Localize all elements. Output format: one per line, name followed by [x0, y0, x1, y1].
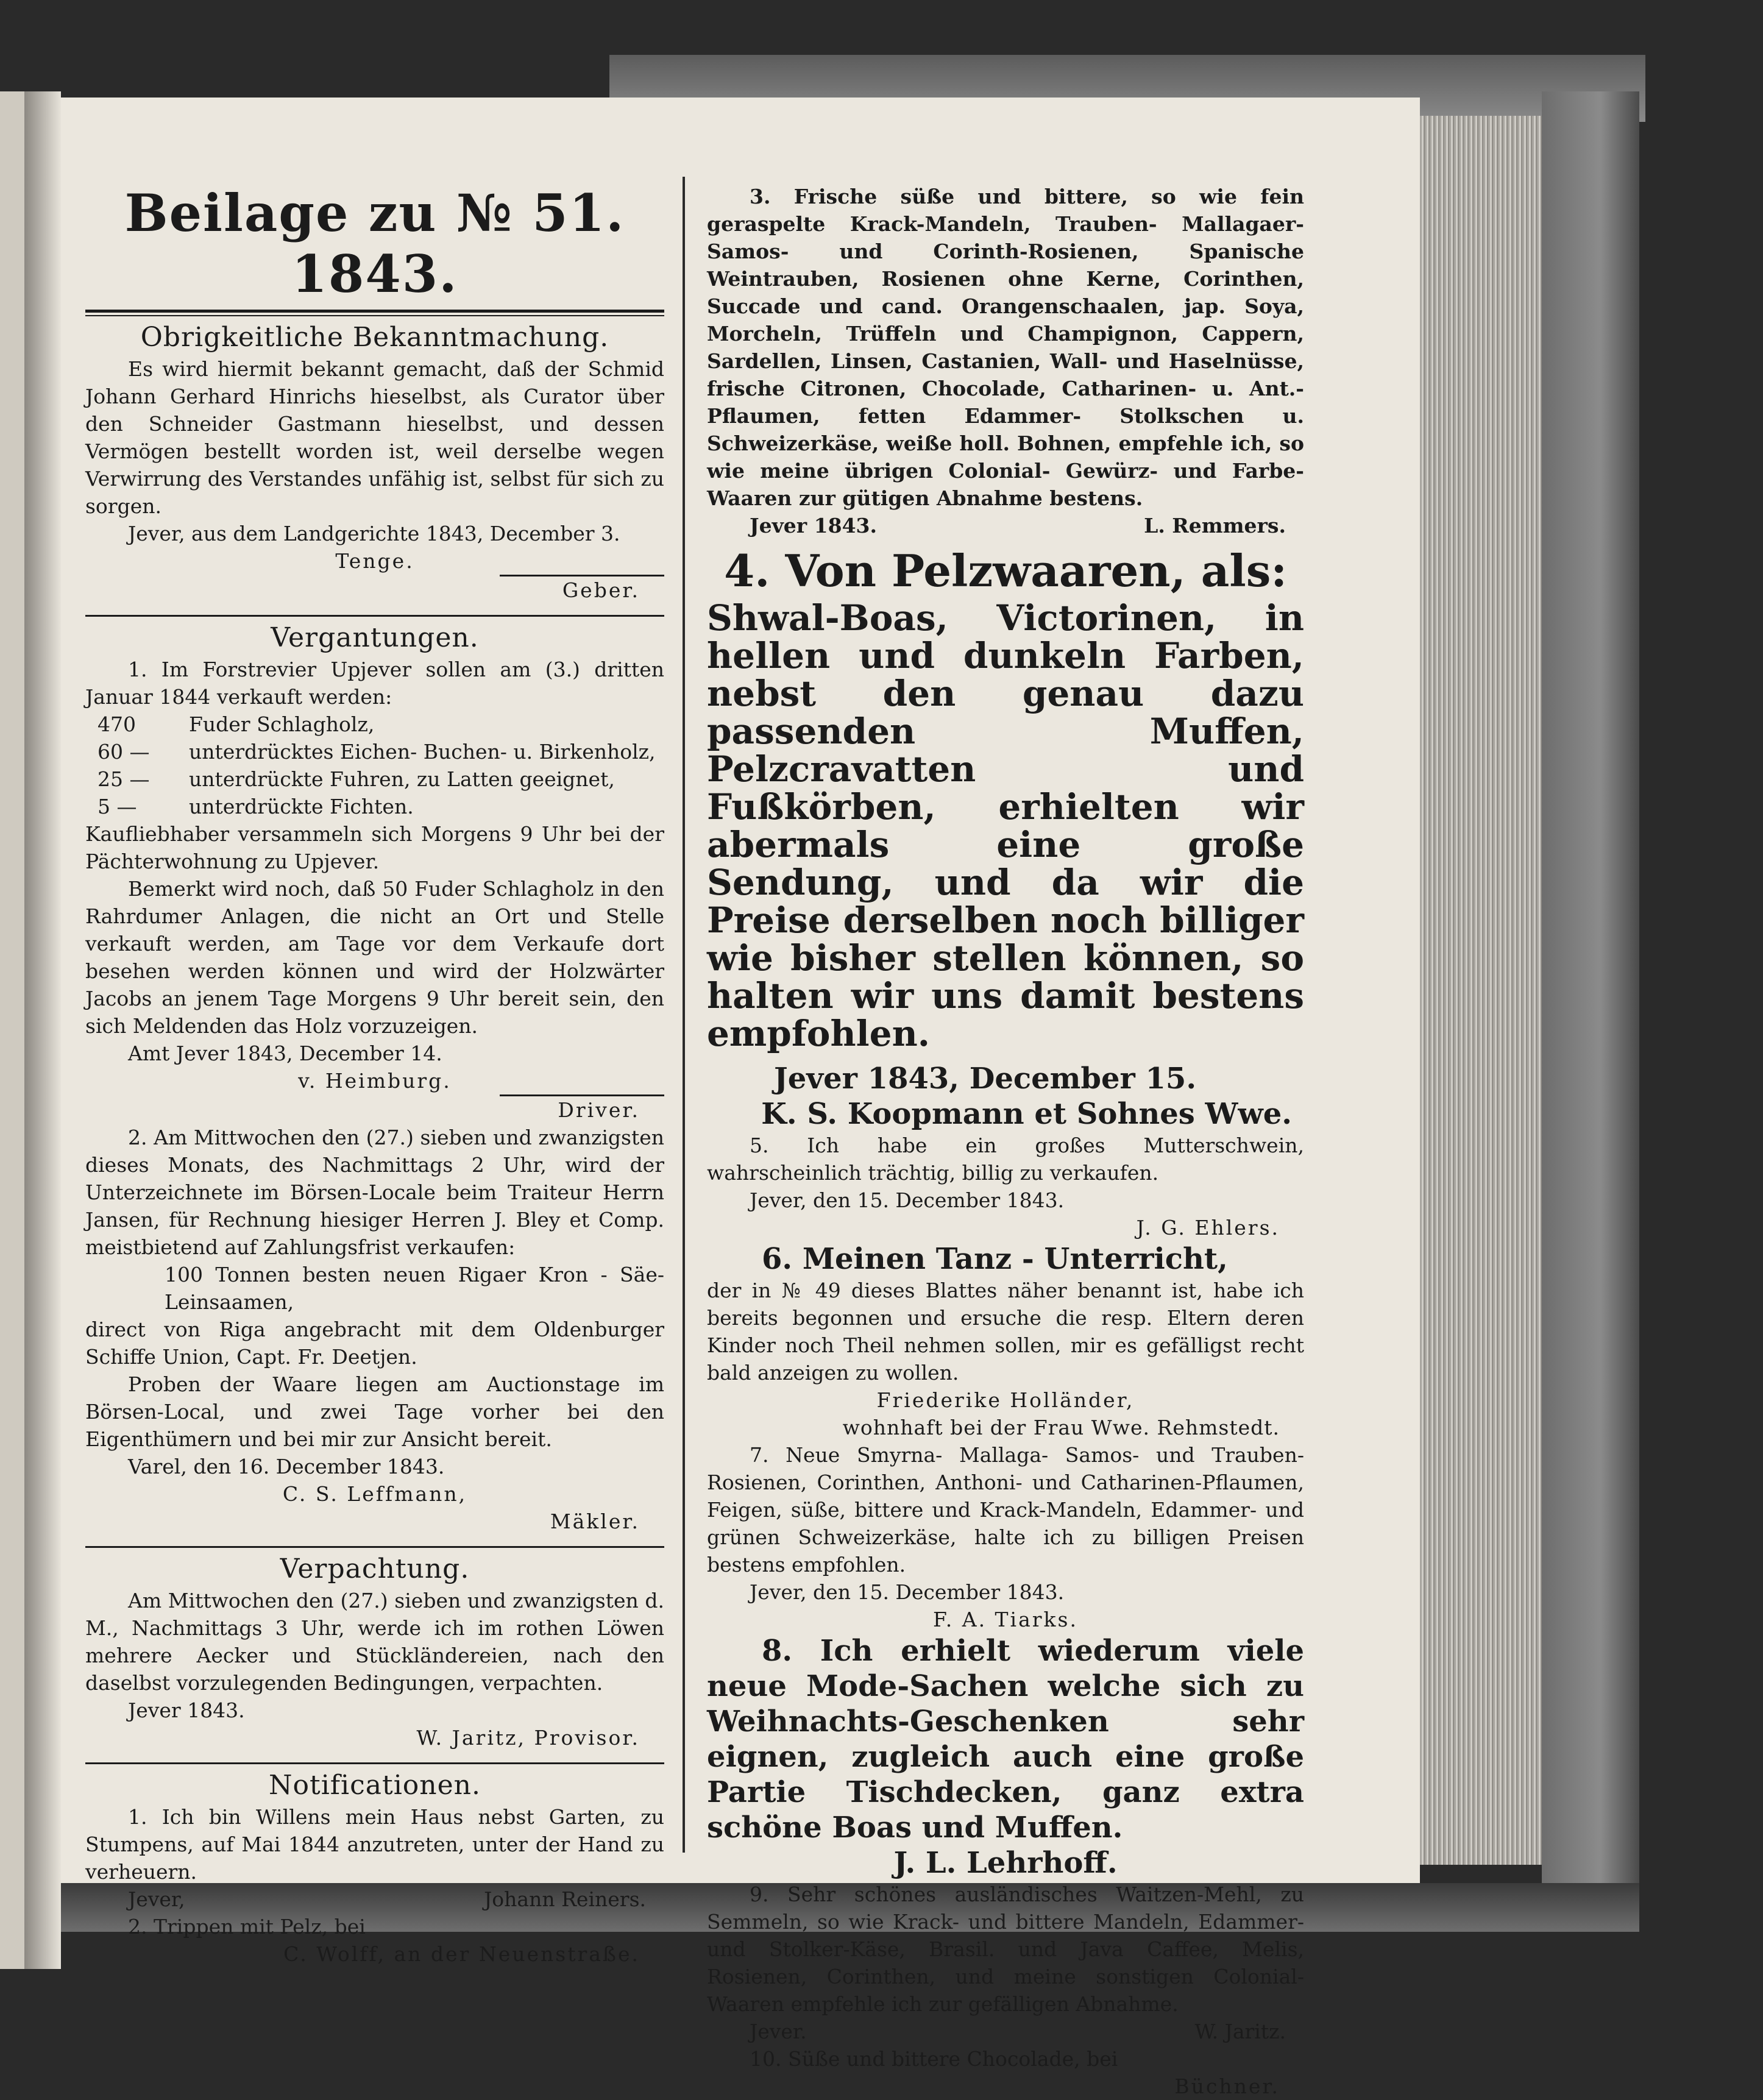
binding-shadow	[24, 91, 61, 1969]
lot-quantity: 25 —	[98, 767, 150, 791]
column-divider	[683, 177, 685, 1853]
notice-1-footer	[85, 1885, 664, 1913]
ad-9-place: Jever.	[750, 2020, 807, 2043]
lot-quantity: 470	[98, 712, 136, 736]
ad-5-signature: J. G. Ehlers.	[1136, 1216, 1280, 1240]
auction-2-goods: 100 Tonnen besten neuen Rigaer Kron - Säe-Leinsaamen,	[165, 1263, 664, 1314]
lease-body: Am Mittwochen den (27.) sieben und zwanzigsten d. M., Nachmittags 3 Uhr, werde ich im rothen Löwen mehrere Aecker und Stückländereien, nach den daselbst vorzulegenden Bedingungen, verpachten.	[85, 1589, 664, 1695]
lease-signature: W. Jaritz, Provisor.	[416, 1726, 640, 1750]
notice-body: Es wird hiermit bekannt gemacht, daß der Schmid Johann Gerhard Hinrichs hieselbst, als Curator über den Schneider Gastmann hieselbst, und dessen Vermögen bestellt worden ist, weil derselbe wegen Verwirrung des Verstandes unfähig ist, selbst für sich zu sorgen.	[85, 357, 664, 518]
ad-7-signature: F. A. Tiarks.	[933, 1608, 1078, 1631]
lot-text: unterdrückte Fuhren, zu Latten geeignet,	[189, 767, 615, 791]
lot-text: unterdrückte Fichten.	[189, 795, 414, 818]
lot-row	[85, 711, 664, 738]
lot-row	[85, 793, 664, 820]
ad-9-footer	[707, 2018, 1304, 2045]
ad-3-signature: L. Remmers.	[1144, 514, 1286, 537]
right-column	[707, 183, 1304, 2100]
section-rule	[85, 1762, 664, 1764]
section-heading: Obrigkeitliche Bekanntmachung.	[140, 322, 609, 353]
section-heading: Vergantungen.	[271, 622, 479, 653]
auction-2-note: Proben der Waare liegen am Auctionstage im Börsen-Local, und zwei Tage vorher bei den Eigenthümern und bei mir zur Ansicht bereit.	[85, 1372, 664, 1451]
ad-8-body: 8. Ich erhielt wiederum viele neue Mode-Sachen welche sich zu Weihnachts-Geschenken sehr eignen, zugleich auch eine große Partie Tischdecken, ganz extra schöne Boas und Muffen.	[707, 1634, 1304, 1845]
section-vergantungen	[85, 622, 664, 1535]
ad-6-body: der in № 49 dieses Blattes näher benannt ist, habe ich bereits begonnen und ersuche die resp. Eltern deren Kinder noch Theil nehmen sollen, mir es gefälligst recht bald anzeigen zu wollen.	[707, 1279, 1304, 1385]
ad-7-place: Jever, den 15. December 1843.	[750, 1580, 1065, 1604]
ad-7-body: 7. Neue Smyrna- Mallaga- Samos- und Trauben-Rosienen, Corinthen, Anthoni- und Catharinen-Pflaumen, Feigen, süße, bittere und Krack-Mandeln, Edammer- und grünen Schweizerkäse, halte ich zu billigen Preisen bestens empfohlen.	[707, 1443, 1304, 1577]
auction-2-signature: C. S. Leffmann,	[282, 1482, 467, 1506]
lot-text: unterdrücktes Eichen- Buchen- u. Birkenholz,	[189, 740, 656, 764]
notice-1-body: 1. Ich bin Willens mein Haus nebst Garten, zu Stumpens, auf Mai 1844 anzutreten, unter der Hand zu verheuern.	[85, 1805, 664, 1884]
auction-2-signature-2: Mäkler.	[550, 1509, 640, 1533]
book-binding	[0, 91, 24, 1969]
section-rule	[85, 615, 664, 617]
auction-1-signature-2: Driver.	[558, 1098, 640, 1122]
ad-5-body: 5. Ich habe ein großes Mutterschwein, wahrscheinlich trächtig, billig zu verkaufen.	[707, 1133, 1304, 1185]
book-cover-right	[1542, 91, 1639, 1920]
lease-place: Jever 1843.	[128, 1698, 245, 1722]
ad-4-body: Shwal-Boas, Victorinen, in hellen und dunkeln Farben, nebst den genau dazu passenden Muffen, Pelzcravatten und Fußkörben, erhielten wir abermals eine große Sendung, und da wir die Preise derselben noch billiger wie bisher stellen können, so halten wir uns damit bestens empfohlen.	[707, 597, 1304, 1054]
section-obrigkeit	[85, 321, 664, 604]
ad-4-heading: 4. Von Pelzwaaren, als:	[724, 545, 1287, 597]
notice-signature: Tenge.	[335, 549, 414, 573]
lot-quantity: 60 —	[98, 740, 150, 764]
auction-2-place: Varel, den 16. December 1843.	[128, 1455, 445, 1478]
auction-1-intro: 1. Im Forstrevier Upjever sollen am (3.) dritten Januar 1844 verkauft werden:	[85, 658, 664, 709]
left-column	[85, 183, 664, 1968]
ad-9-signature: W. Jaritz.	[1194, 2020, 1286, 2043]
ad-3-place: Jever 1843.	[750, 514, 877, 537]
lot-text: Fuder Schlagholz,	[189, 712, 375, 736]
notice-signature-2: Geber.	[562, 578, 640, 602]
auction-1-signature: v. Heimburg.	[298, 1069, 452, 1093]
section-heading: Notificationen.	[269, 1770, 481, 1801]
auction-1-place: Amt Jever 1843, December 14.	[128, 1041, 442, 1065]
ad-10-body: 10. Süße und bittere Chocolade, bei	[750, 2047, 1118, 2071]
ad-4-place: Jever 1843, December 15.	[774, 1062, 1197, 1096]
auction-2-body: 2. Am Mittwochen den (27.) sieben und zwanzigsten dieses Monats, des Nachmittags 2 Uhr, wird der Unterzeichnete im Börsen-Locale beim Traiteur Herrn Jansen, für Rechnung hiesiger Herren J. Bley et Comp. meistbietend auf Zahlungsfrist verkaufen:	[85, 1126, 664, 1259]
lot-row	[85, 765, 664, 793]
ad-6-signature: Friederike Holländer,	[876, 1388, 1135, 1412]
ad-8-signature: J. L. Lehrhoff.	[893, 1846, 1118, 1880]
auction-1-after: Kaufliebhaber versammeln sich Morgens 9 Uhr bei der Pächterwohnung zu Upjever.	[85, 822, 664, 873]
auction-2-cont: direct von Riga angebracht mit dem Oldenburger Schiffe Union, Capt. Fr. Deetjen.	[85, 1318, 664, 1369]
notice-1-signature: Johann Reiners.	[484, 1887, 646, 1911]
ad-9-body: 9. Sehr schönes ausländisches Waitzen-Mehl, zu Semmeln, so wie Krack- und bittere Mandeln, Edammer- und Stolker-Käse, Brasil. und Java Caffee, Melis, Rosienen, Corinthen, und meine sonstigen Colonial-Waaren empfehle ich zur gefälligen Abnahme.	[707, 1882, 1304, 2016]
section-heading: Verpachtung.	[280, 1553, 470, 1584]
section-verpachtung	[85, 1553, 664, 1751]
notice-place: Jever, aus dem Landgerichte 1843, December 3.	[128, 522, 620, 545]
ad-4-signature: K. S. Koopmann et Sohnes Wwe.	[761, 1097, 1292, 1131]
section-rule	[85, 1546, 664, 1548]
lot-row	[85, 738, 664, 765]
auction-1-note: Bemerkt wird noch, daß 50 Fuder Schlagholz in den Rahrdumer Anlagen, die nicht an Ort und Stelle verkauft werden, am Tage vor dem Verkaufe dort besehen werden können und wird der Holzwärter Jacobs an jenem Tage Morgens 9 Uhr bereit sein, den sich Meldenden das Holz vorzuzeigen.	[85, 877, 664, 1038]
ad-5-place: Jever, den 15. December 1843.	[750, 1188, 1065, 1212]
notice-2-body: 2. Trippen mit Pelz, bei	[128, 1915, 366, 1939]
lot-quantity: 5 —	[98, 795, 137, 818]
section-notificationen	[85, 1769, 664, 1968]
ad-3-body: 3. Frische süße und bittere, so wie fein geraspelte Krack-Mandeln, Trauben- Mallagaer- Samos- und Corinth-Rosienen, Spanische Weintrauben, Rosienen ohne Kerne, Corinthen, Succade und cand. Orangenschaalen, jap. Soya, Morcheln, Trüffeln und Champignon, Cappern, Sardellen, Linsen, Castanien, Wall- und Haselnüsse, frische Citronen, Chocolade, Catharinen- u. Ant.-Pflaumen, fetten Edammer- Stolkschen u. Schweizerkäse, weiße holl. Bohnen, empfehle ich, so wie meine übrigen Colonial- Gewürz- und Farbe-Waaren zur gütigen Abnahme bestens.	[707, 185, 1304, 510]
masthead-rule	[85, 310, 664, 316]
ad-10-signature: Büchner.	[1174, 2074, 1280, 2098]
notice-2-signature: C. Wolff, an der Neuenstraße.	[283, 1942, 640, 1966]
notice-1-place: Jever,	[128, 1887, 185, 1911]
masthead-title: Beilage zu № 51. 1843.	[124, 183, 625, 304]
ad-6-heading: 6. Meinen Tanz - Unterricht,	[762, 1242, 1228, 1276]
ad-3-footer	[707, 512, 1304, 539]
ad-6-signature-2: wohnhaft bei der Frau Wwe. Rehmstedt.	[842, 1416, 1280, 1439]
page-edges	[1420, 116, 1542, 1865]
